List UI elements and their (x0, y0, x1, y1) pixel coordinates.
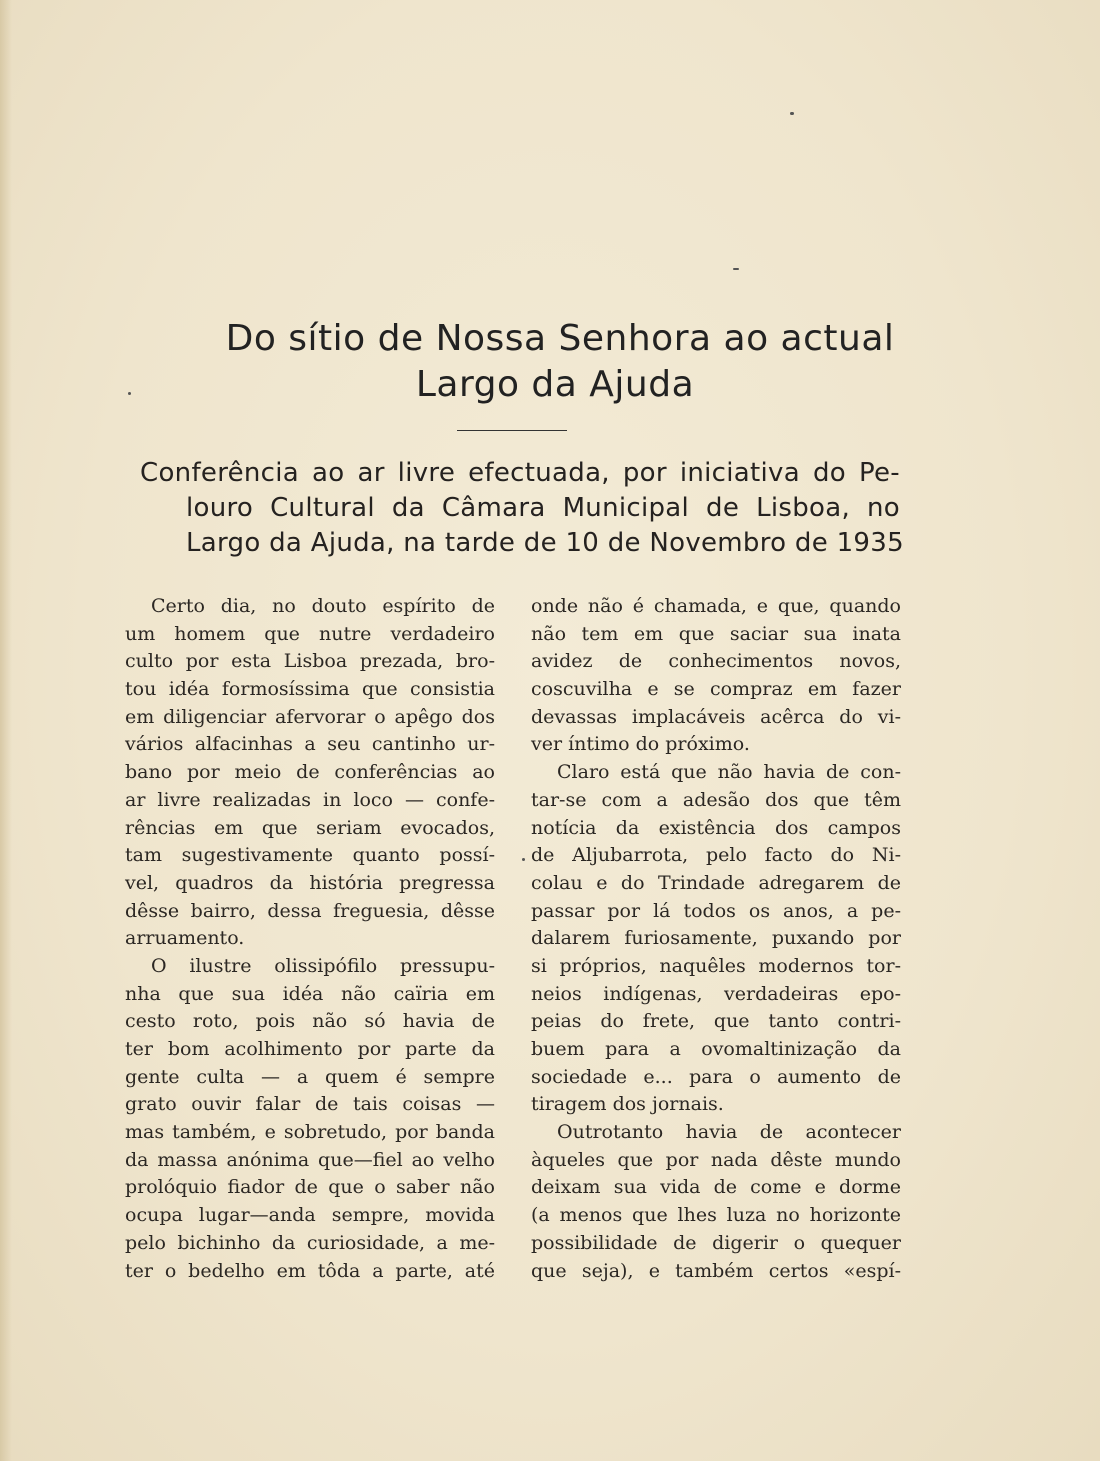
text-line: avidez de conhecimentos novos, (531, 650, 901, 673)
text-line: vel, quadros da história pregressa (125, 871, 495, 894)
text-line: passar por lá todos os anos, a pe- (531, 899, 901, 922)
text-line: coscuvilha e se compraz em fazer (531, 678, 901, 701)
text-line: um homem que nutre verdadeiro (125, 622, 495, 645)
paper-speck (522, 858, 525, 861)
text-line: prolóquio fiador de que o saber não (125, 1176, 495, 1199)
subtitle-line: Conferência ao ar livre efectuada, por iniciativa do Pe- (140, 458, 900, 488)
text-line: Claro está que não havia de con- (557, 761, 901, 784)
text-line: tou idéa formosíssima que consistia (125, 678, 495, 701)
text-line: devassas implacáveis acêrca do vi- (531, 705, 901, 728)
text-line: dalarem furiosamente, puxando por (531, 927, 901, 950)
text-line: não tem em que saciar sua inata (531, 622, 901, 645)
text-line: peias do frete, que tanto contri- (531, 1010, 901, 1033)
text-line: sociedade e... para o aumento de (531, 1065, 901, 1088)
paper-speck (128, 392, 131, 395)
title-line-2: Largo da Ajuda (415, 364, 695, 405)
text-line: pelo bichinho da curiosidade, a me- (125, 1231, 495, 1254)
text-line: (a menos que lhes luza no horizonte (531, 1204, 901, 1227)
text-line: ter o bedelho em tôda a parte, até (125, 1259, 495, 1282)
text-line: Outrotanto havia de acontecer (557, 1121, 901, 1144)
page-edge-shadow (0, 0, 12, 1461)
text-line: O ilustre olissipófilo pressupu- (151, 954, 495, 977)
text-line: de Aljubarrota, pelo facto do Ni- (531, 844, 901, 867)
article-title (0, 316, 1100, 408)
text-line: tam sugestivamente quanto possí- (125, 844, 495, 867)
paper-speck (733, 268, 739, 270)
text-line: Certo dia, no douto espírito de (151, 595, 495, 617)
text-line: tar-se com a adesão dos que têm (531, 788, 901, 811)
text-line: ver íntimo do próximo. (531, 733, 750, 756)
text-line: onde não é chamada, e que, quando (531, 595, 901, 617)
text-line: em diligenciar afervorar o apêgo dos (125, 705, 495, 728)
text-line: culto por esta Lisboa prezada, bro- (125, 650, 495, 673)
text-line: ar livre realizadas in loco — confe- (125, 788, 495, 811)
title-divider (457, 430, 567, 431)
text-line: vários alfacinhas a seu cantinho ur- (125, 733, 495, 756)
text-line: ocupa lugar—anda sempre, movida (125, 1204, 495, 1227)
text-column-left (125, 593, 495, 1285)
text-line: gente culta — a quem é sempre (125, 1065, 495, 1088)
text-line: cesto roto, pois não só havia de (125, 1010, 495, 1033)
text-line: àqueles que por nada dêste mundo (531, 1148, 901, 1171)
text-line: grato ouvir falar de tais coisas — (125, 1093, 495, 1116)
subtitle-line: Largo da Ajuda, na tarde de 10 de Novembro de 1935 (186, 528, 904, 558)
text-line: notícia da existência dos campos (531, 816, 901, 839)
text-line: ter bom acolhimento por parte da (125, 1038, 495, 1060)
text-line: que seja), e também certos «espí- (531, 1259, 901, 1282)
text-line: colau e do Trindade adregarem de (531, 871, 901, 894)
text-line: neios indígenas, verdadeiras epo- (531, 982, 901, 1005)
text-line: dêsse bairro, dessa freguesia, dêsse (125, 899, 495, 922)
text-line: si próprios, naquêles modernos tor- (531, 954, 901, 977)
text-line: deixam sua vida de come e dorme (531, 1176, 901, 1199)
text-line: da massa anónima que—fiel ao velho (125, 1148, 495, 1171)
text-line: arruamento. (125, 927, 245, 950)
subtitle-line: louro Cultural da Câmara Municipal de Lisboa, no (186, 493, 900, 523)
text-line: rências em que seriam evocados, (125, 816, 495, 839)
text-line: bano por meio de conferências ao (125, 761, 495, 784)
article-subtitle (140, 456, 904, 561)
text-line: buem para a ovomaltinização da (531, 1038, 901, 1060)
title-line-1: Do sítio de Nossa Senhora ao actual (225, 318, 895, 359)
text-line: mas também, e sobretudo, por banda (125, 1121, 495, 1144)
text-column-right (531, 593, 901, 1285)
paper-speck (790, 112, 794, 115)
text-line: nha que sua idéa não caïria em (125, 982, 495, 1005)
text-line: tiragem dos jornais. (531, 1093, 724, 1116)
text-line: possibilidade de digerir o quequer (531, 1231, 901, 1254)
